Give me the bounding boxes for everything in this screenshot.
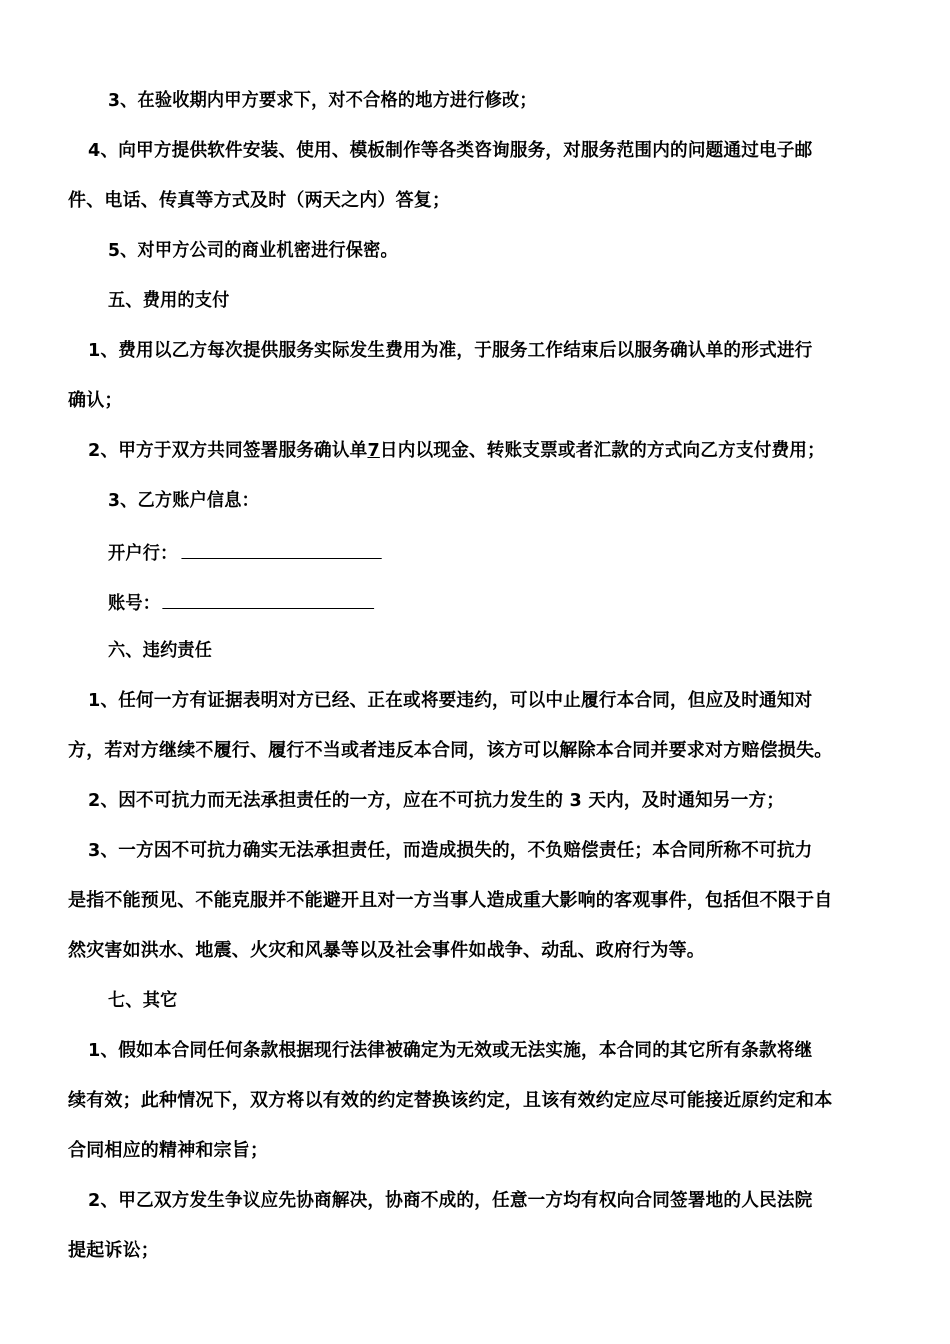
days-value: 7 (367, 440, 380, 461)
clause-line: 2、因不可抗力而无法承担责任的一方，应在不可抗力发生的 3 天内，及时通知另一方； (88, 790, 785, 811)
clause-line: 是指不能预见、不能克服并不能避开且对一方当事人造成重大影响的客观事件，包括但不限于自 (68, 890, 833, 911)
section-heading: 五、费用的支付 (108, 290, 230, 311)
clause-line (88, 438, 890, 464)
clause-line: 然灾害如洪水、地震、火灾和风暴等以及社会事件如战争、动乱、政府行为等。 (68, 940, 705, 961)
clause-text: 日内以现金、转账支票或者汇款的方式向乙方支付费用； (379, 440, 825, 461)
clause-line: 1、任何一方有证据表明对方已经、正在或将要违约，可以中止履行本合同，但应及时通知对 (88, 690, 813, 711)
clause-line: 4、向甲方提供软件安装、使用、模板制作等各类咨询服务，对服务范围内的问题通过电子邮 (88, 140, 813, 161)
clause-line: 提起诉讼； (68, 1240, 159, 1261)
clause-line: 3、乙方账户信息： (108, 490, 259, 511)
clause-line: 1、假如本合同任何条款根据现行法律被确定为无效或无法实施，本合同的其它所有条款将继 (88, 1040, 813, 1061)
account-number-line (108, 588, 890, 617)
bank-name-line (108, 538, 890, 567)
clause-line: 方，若对方继续不履行、履行不当或者违反本合同，该方可以解除本合同并要求对方赔偿损失。 (68, 740, 833, 761)
clause-line: 3、在验收期内甲方要求下，对不合格的地方进行修改； (108, 90, 537, 111)
bank-name-label: 开户行： (108, 543, 178, 564)
clause-line: 件、电话、传真等方式及时（两天之内）答复； (68, 190, 451, 211)
account-number-label: 账号： (108, 593, 161, 614)
clause-line: 合同相应的精神和宗旨； (68, 1140, 269, 1161)
account-number-blank (162, 588, 374, 609)
section-heading: 六、违约责任 (108, 640, 213, 661)
clause-line: 2、甲乙双方发生争议应先协商解决，协商不成的，任意一方均有权向合同签署地的人民法院 (88, 1190, 813, 1211)
bank-name-blank (181, 538, 381, 559)
section-heading: 七、其它 (108, 990, 178, 1011)
clause-text: 2、甲方于双方共同签署服务确认单 (88, 440, 368, 461)
clause-line: 3、一方因不可抗力确实无法承担责任，而造成损失的，不负赔偿责任；本合同所称不可抗力 (88, 840, 813, 861)
clause-line: 确认； (68, 390, 123, 411)
clause-line: 5、对甲方公司的商业机密进行保密。 (108, 240, 398, 261)
clause-line: 1、费用以乙方每次提供服务实际发生费用为准，于服务工作结束后以服务确认单的形式进行 (88, 340, 813, 361)
clause-line: 续有效；此种情况下，双方将以有效的约定替换该约定，且该有效约定应尽可能接近原约定和本 (68, 1090, 833, 1111)
